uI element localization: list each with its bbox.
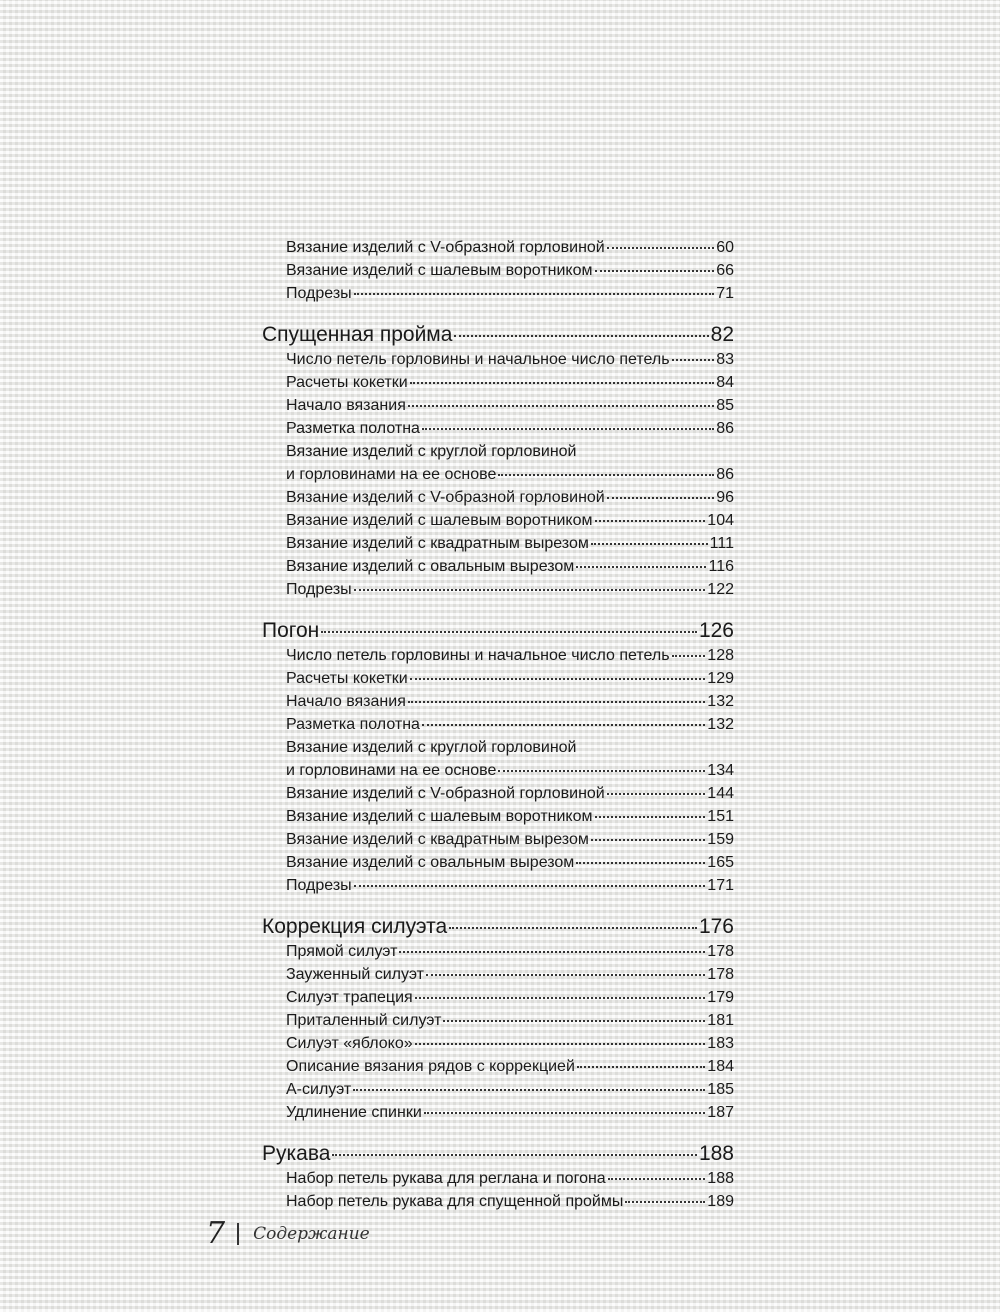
page-number: 7 bbox=[206, 1216, 226, 1251]
toc-entry[interactable] bbox=[262, 417, 734, 440]
toc-entry[interactable] bbox=[262, 348, 734, 371]
toc-entry-page: 134 bbox=[707, 762, 734, 779]
toc-entry[interactable] bbox=[262, 394, 734, 417]
toc-section[interactable] bbox=[262, 618, 734, 644]
toc-section-page: 176 bbox=[698, 915, 734, 938]
toc-entry[interactable] bbox=[262, 486, 734, 509]
toc-entry-page: 151 bbox=[707, 808, 734, 825]
toc-entry[interactable] bbox=[262, 532, 734, 555]
toc-entry[interactable] bbox=[262, 805, 734, 828]
toc-entry-title: Удлинение спинки bbox=[286, 1104, 422, 1121]
dot-leader bbox=[498, 474, 714, 476]
dot-leader bbox=[332, 1154, 697, 1156]
dot-leader bbox=[410, 382, 714, 384]
toc-section-title: Коррекция силуэта bbox=[262, 915, 448, 938]
toc-section-page: 126 bbox=[698, 619, 734, 642]
dot-leader bbox=[591, 839, 705, 841]
toc-entry-page: 122 bbox=[707, 581, 734, 598]
dot-leader bbox=[408, 405, 714, 407]
toc-entry-title: Зауженный силуэт bbox=[286, 966, 424, 983]
toc-entry-page: 144 bbox=[707, 785, 734, 802]
toc-entry-title: Подрезы bbox=[286, 285, 352, 302]
toc-entry-title: и горловинами на ее основе bbox=[286, 466, 497, 483]
toc-entry-title: Начало вязания bbox=[286, 397, 406, 414]
toc-entry[interactable] bbox=[262, 1032, 734, 1055]
toc-entry-page: 116 bbox=[708, 558, 734, 575]
toc-entry-page: 159 bbox=[707, 831, 734, 848]
toc-entry-title: Набор петель рукава для реглана и погона bbox=[286, 1170, 606, 1187]
dot-leader bbox=[415, 997, 706, 999]
toc-entry-title: Вязание изделий с квадратным вырезом bbox=[286, 831, 589, 848]
toc-entry[interactable] bbox=[262, 1190, 734, 1213]
toc-entry-title: Подрезы bbox=[286, 877, 352, 894]
dot-leader bbox=[576, 566, 706, 568]
toc-entry-page: 66 bbox=[716, 262, 734, 279]
toc-entry-title: Вязание изделий с V-образной горловиной bbox=[286, 489, 605, 506]
dot-leader bbox=[595, 270, 715, 272]
toc-entry-page: 181 bbox=[707, 1012, 734, 1029]
toc-entry-title: А-силуэт bbox=[286, 1081, 352, 1098]
toc-entry-title: Разметка полотна bbox=[286, 420, 420, 437]
toc-entry-page: 71 bbox=[716, 285, 734, 302]
dot-leader bbox=[672, 359, 715, 361]
toc-entry[interactable] bbox=[262, 667, 734, 690]
toc-entry-page: 132 bbox=[707, 716, 734, 733]
toc-entry[interactable] bbox=[262, 874, 734, 897]
toc-entry-title: Разметка полотна bbox=[286, 716, 420, 733]
toc-entry-page: 187 bbox=[707, 1104, 734, 1121]
dot-leader bbox=[607, 793, 706, 795]
dot-leader bbox=[353, 1089, 705, 1091]
toc-entry[interactable] bbox=[262, 1078, 734, 1101]
toc-entry-title: Число петель горловины и начальное число петель bbox=[286, 647, 670, 664]
toc-entry-title: Описание вязания рядов с коррекцией bbox=[286, 1058, 575, 1075]
toc-entry[interactable] bbox=[262, 555, 734, 578]
toc-entry-page: 189 bbox=[707, 1193, 734, 1210]
dot-leader bbox=[595, 816, 706, 818]
toc-entry[interactable] bbox=[262, 713, 734, 736]
toc-entry[interactable] bbox=[262, 1055, 734, 1078]
toc-entry-page: 129 bbox=[707, 670, 734, 687]
toc-entry-title: Расчеты кокетки bbox=[286, 670, 408, 687]
toc-entry[interactable] bbox=[262, 828, 734, 851]
dot-leader bbox=[608, 1178, 706, 1180]
toc-entry-title: Вязание изделий с овальным вырезом bbox=[286, 854, 575, 871]
toc-entry-page: 132 bbox=[707, 693, 734, 710]
dot-leader bbox=[321, 631, 697, 633]
toc-entry-page: 104 bbox=[707, 512, 734, 529]
toc-entry[interactable] bbox=[262, 1101, 734, 1124]
toc-entry[interactable] bbox=[262, 782, 734, 805]
dot-leader bbox=[443, 1020, 705, 1022]
toc-entry-page: 188 bbox=[707, 1170, 734, 1187]
toc-entry-title: Набор петель рукава для спущенной проймы bbox=[286, 1193, 624, 1210]
dot-leader bbox=[422, 724, 705, 726]
toc-entry[interactable] bbox=[262, 986, 734, 1009]
toc-section-title: Погон bbox=[262, 619, 320, 642]
toc-section[interactable] bbox=[262, 322, 734, 348]
dot-leader bbox=[354, 885, 706, 887]
toc-entry-title: Силуэт трапеция bbox=[286, 989, 413, 1006]
toc-section-page: 188 bbox=[698, 1142, 734, 1165]
toc-entry-page: 60 bbox=[716, 239, 734, 256]
toc-entry-page: 179 bbox=[707, 989, 734, 1006]
toc-entry-title: Вязание изделий с квадратным вырезом bbox=[286, 535, 589, 552]
toc-entry-page: 83 bbox=[716, 351, 734, 368]
toc-entry-title: Начало вязания bbox=[286, 693, 406, 710]
toc-entry[interactable] bbox=[262, 259, 734, 282]
page-footer bbox=[206, 1216, 370, 1251]
dot-leader bbox=[672, 655, 706, 657]
toc-entry-page: 185 bbox=[707, 1081, 734, 1098]
toc-entry-page: 85 bbox=[716, 397, 734, 414]
toc-entry-title: и горловинами на ее основе bbox=[286, 762, 497, 779]
toc-entry-page: 111 bbox=[709, 535, 734, 552]
dot-leader bbox=[424, 1112, 706, 1114]
toc-entry-title: Число петель горловины и начальное число петель bbox=[286, 351, 670, 368]
toc-entry-page: 183 bbox=[707, 1035, 734, 1052]
toc-entry[interactable] bbox=[262, 963, 734, 986]
toc-section-title: Спущенная пройма bbox=[262, 323, 453, 346]
toc-entry-title: Вязание изделий с овальным вырезом bbox=[286, 558, 575, 575]
toc-section[interactable] bbox=[262, 914, 734, 940]
toc-entry-title: Вязание изделий с шалевым воротником bbox=[286, 512, 593, 529]
footer-divider bbox=[237, 1223, 239, 1245]
dot-leader bbox=[354, 589, 706, 591]
toc-section[interactable] bbox=[262, 1141, 734, 1167]
dot-leader bbox=[426, 974, 705, 976]
dot-leader bbox=[625, 1201, 705, 1203]
toc-entry-title: Подрезы bbox=[286, 581, 352, 598]
toc-entry[interactable] bbox=[262, 759, 734, 782]
toc-entry-title: Вязание изделий с шалевым воротником bbox=[286, 262, 593, 279]
toc-entry-page: 128 bbox=[707, 647, 734, 664]
dot-leader bbox=[591, 543, 708, 545]
toc-entry[interactable] bbox=[262, 1167, 734, 1190]
toc-entry[interactable] bbox=[262, 690, 734, 713]
dot-leader bbox=[399, 951, 705, 953]
dot-leader bbox=[576, 862, 705, 864]
toc-entry[interactable] bbox=[262, 851, 734, 874]
toc-entry-first-line[interactable]: Вязание изделий с круглой горловиной bbox=[286, 443, 577, 460]
dot-leader bbox=[410, 678, 706, 680]
toc-section-page: 82 bbox=[710, 323, 734, 346]
toc-entry[interactable] bbox=[262, 509, 734, 532]
toc-entry-title: Приталенный силуэт bbox=[286, 1012, 442, 1029]
toc-entry-page: 96 bbox=[716, 489, 734, 506]
toc-entry[interactable] bbox=[262, 578, 734, 601]
table-of-contents bbox=[262, 236, 734, 1213]
dot-leader bbox=[408, 701, 705, 703]
toc-entry-page: 171 bbox=[707, 877, 734, 894]
toc-entry-page: 84 bbox=[716, 374, 734, 391]
toc-entry-page: 86 bbox=[716, 420, 734, 437]
dot-leader bbox=[607, 497, 714, 499]
toc-entry-title: Силуэт «яблоко» bbox=[286, 1035, 413, 1052]
dot-leader bbox=[415, 1043, 706, 1045]
dot-leader bbox=[449, 927, 697, 929]
toc-entry-page: 86 bbox=[716, 466, 734, 483]
toc-entry[interactable] bbox=[262, 282, 734, 305]
toc-entry-page: 165 bbox=[707, 854, 734, 871]
toc-entry-page: 178 bbox=[707, 966, 734, 983]
toc-entry-title: Расчеты кокетки bbox=[286, 374, 408, 391]
dot-leader bbox=[595, 520, 706, 522]
footer-label: Содержание bbox=[253, 1223, 370, 1244]
dot-leader bbox=[354, 293, 715, 295]
toc-entry-title: Вязание изделий с V-образной горловиной bbox=[286, 785, 605, 802]
dot-leader bbox=[607, 247, 714, 249]
toc-entry-title: Прямой силуэт bbox=[286, 943, 398, 960]
toc-entry[interactable] bbox=[262, 940, 734, 963]
toc-entry[interactable] bbox=[262, 644, 734, 667]
toc-entry-first-line[interactable]: Вязание изделий с круглой горловиной bbox=[286, 739, 577, 756]
toc-entry[interactable] bbox=[262, 236, 734, 259]
toc-entry-page: 178 bbox=[707, 943, 734, 960]
toc-section-title: Рукава bbox=[262, 1142, 331, 1165]
toc-entry-title: Вязание изделий с шалевым воротником bbox=[286, 808, 593, 825]
toc-entry[interactable] bbox=[262, 1009, 734, 1032]
toc-entry[interactable] bbox=[262, 371, 734, 394]
dot-leader bbox=[454, 335, 708, 337]
dot-leader bbox=[577, 1066, 705, 1068]
dot-leader bbox=[422, 428, 714, 430]
toc-entry-title: Вязание изделий с V-образной горловиной bbox=[286, 239, 605, 256]
toc-entry-page: 184 bbox=[707, 1058, 734, 1075]
toc-entry[interactable] bbox=[262, 463, 734, 486]
dot-leader bbox=[498, 770, 705, 772]
